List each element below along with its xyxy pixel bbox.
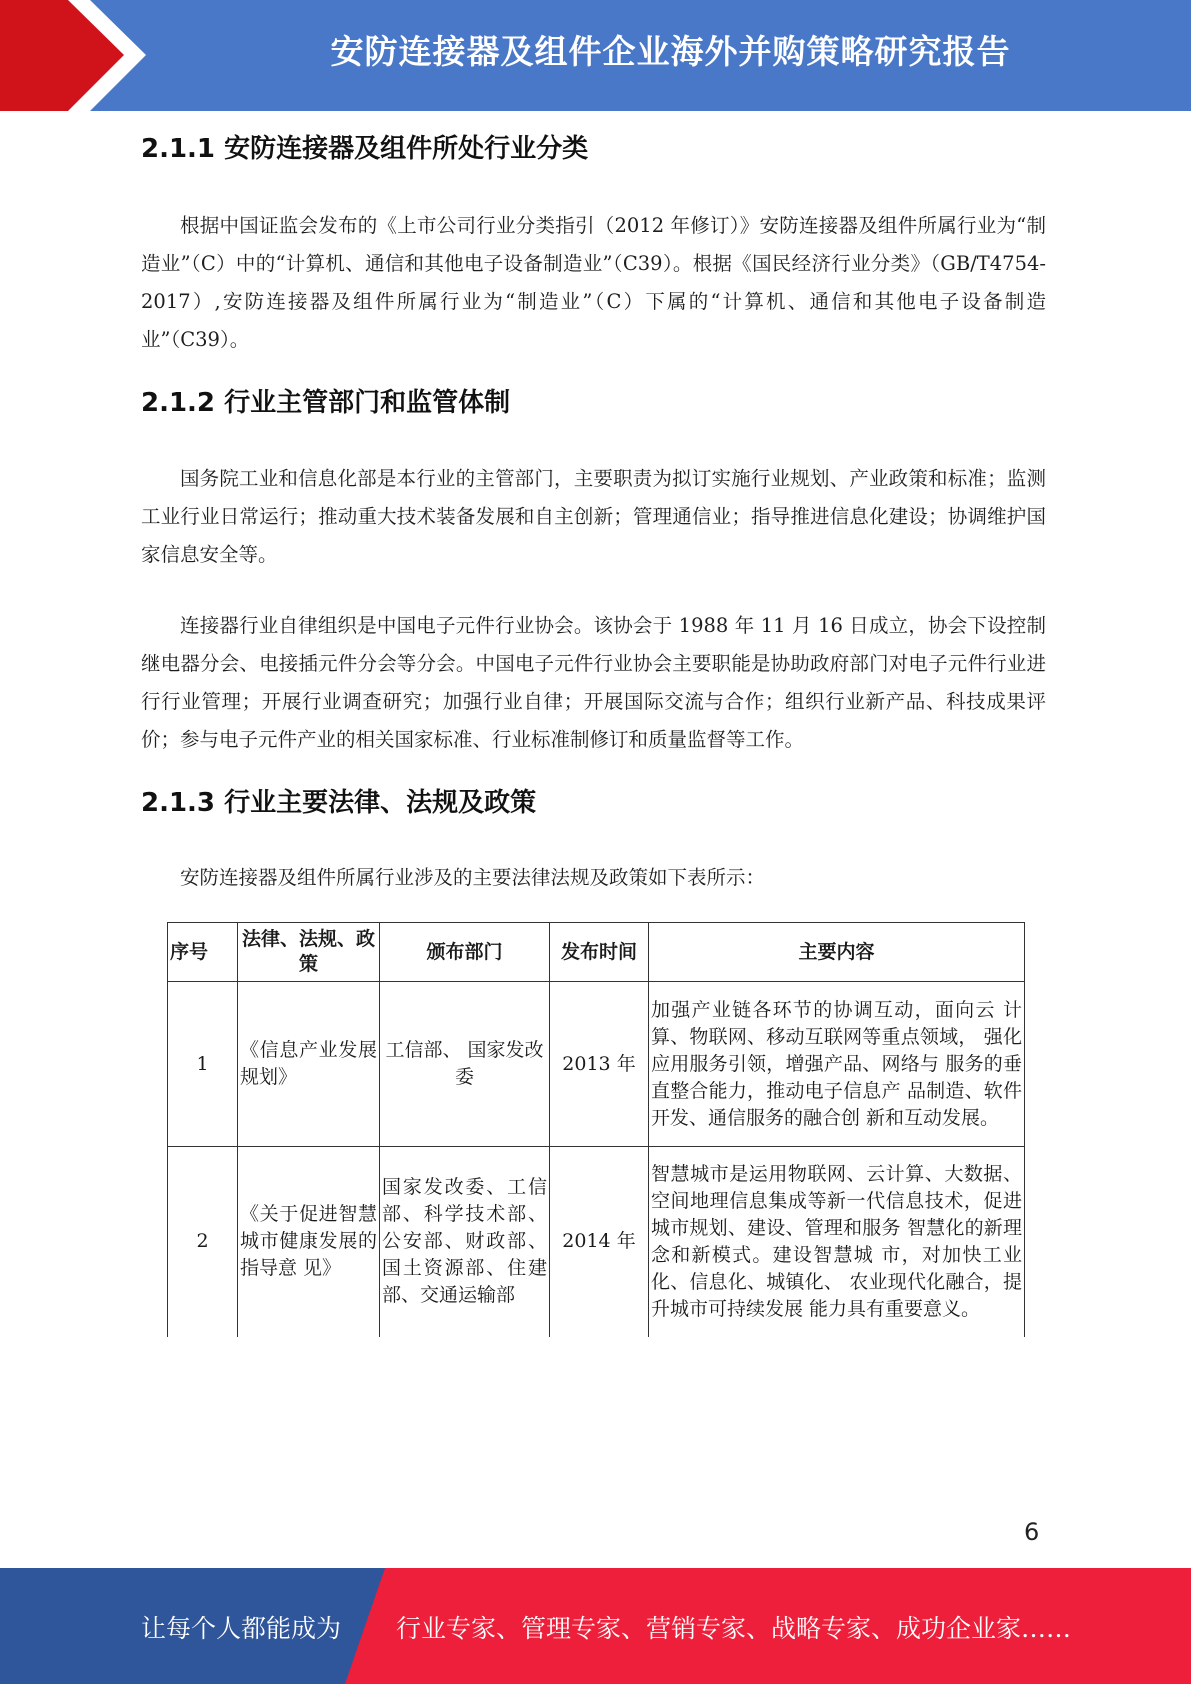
row-law: 《信息产业发展规划》 — [238, 982, 380, 1147]
section-title-2-1-2: 2.1.2 行业主管部门和监管体制 — [141, 388, 511, 418]
section-title-2-1-3: 2.1.3 行业主要法律、法规及政策 — [141, 788, 537, 818]
paragraph-association: 连接器行业自律组织是中国电子元件行业协会。该协会于 1988 年 11 月 16 日成立，协会下设控制继电器分会、电接插元件分会等分会。中国电子元件行业协会主要职能是协助政府部门对电子元件行业进行行业管理；开展行业调查研究；加强行业自律；开展国际交流与合作；组织行业新产品、科技成果评价；参与电子元件产业的相关国家标准、行业标准制修订和质量监督等工作。 — [141, 614, 1046, 751]
page-footer — [0, 1568, 1191, 1684]
header-content: 主要内容 — [649, 923, 1025, 982]
row-time: 2013 年 — [550, 982, 649, 1147]
paragraph-authority: 国务院工业和信息化部是本行业的主管部门，主要职责为拟订实施行业规划、产业政策和标准；监测工业行业日常运行；推动重大技术装备发展和自主创新；管理通信业；指导推进信息化建设；协调维护国家信息安全等。 — [141, 467, 1046, 566]
row-dept: 工信部、 国家发改委 — [380, 982, 550, 1147]
laws-policies-table — [167, 922, 1025, 1337]
table-row — [168, 1147, 1025, 1337]
section-title-2-1-1: 2.1.1 安防连接器及组件所处行业分类 — [141, 134, 589, 164]
header-arrow-decoration — [0, 0, 150, 111]
row-content: 加强产业链各环节的协调互动，面向云 计算、物联网、移动互联网等重点领域， 强化应用服务引领，增强产品、网络与 服务的垂直整合能力，推动电子信息产 品制造、软件开发、通信服务的融合创 新和互动发展。 — [649, 982, 1025, 1147]
paragraph-table-intro: 安防连接器及组件所属行业涉及的主要法律法规及政策如下表所示： — [180, 866, 766, 889]
row-law: 《关于促进智慧城市健康发展的指导意 见》 — [238, 1147, 380, 1337]
row-content: 智慧城市是运用物联网、云计算、大数据、空间地理信息集成等新一代信息技术，促进城市规划、建设、管理和服务 智慧化的新理念和新模式。建设智慧城 市，对加快工业化、信息化、城镇化、 农业现代化融合，提升城市可持续发展 能力具有重要意义。 — [649, 1147, 1025, 1337]
report-title: 安防连接器及组件企业海外并购策略研究报告 — [330, 32, 1011, 71]
page-header — [0, 0, 1191, 111]
footer-slogan-left: 让每个人都能成为 — [141, 1614, 342, 1643]
table-header-row — [168, 923, 1025, 982]
header-time: 发布时间 — [550, 923, 649, 982]
row-dept: 国家发改委、工信部、科学技术部、公安部、财政部、国土资源部、住建部、交通运输部 — [380, 1147, 550, 1337]
paragraph-industry-classification: 根据中国证监会发布的《上市公司行业分类指引（2012 年修订）》安防连接器及组件所属行业为“制造业”（C）中的“计算机、通信和其他电子设备制造业”（C39）。根据《国民经济行业分类》（GB/T4754-2017）,安防连接器及组件所属行业为“制造业”（C）下属的“计算机、通信和其他电子设备制造业”（C39）。 — [141, 214, 1046, 351]
row-no: 2 — [168, 1147, 238, 1337]
row-no: 1 — [168, 982, 238, 1147]
header-dept: 颁布部门 — [380, 923, 550, 982]
page-number: 6 — [1024, 1518, 1040, 1546]
row-time: 2014 年 — [550, 1147, 649, 1337]
header-no: 序号 — [168, 923, 238, 982]
table-row — [168, 982, 1025, 1147]
header-law: 法律、法规、政策 — [238, 923, 380, 982]
footer-slogan-right: 行业专家、管理专家、营销专家、战略专家、成功企业家…… — [396, 1614, 1072, 1643]
